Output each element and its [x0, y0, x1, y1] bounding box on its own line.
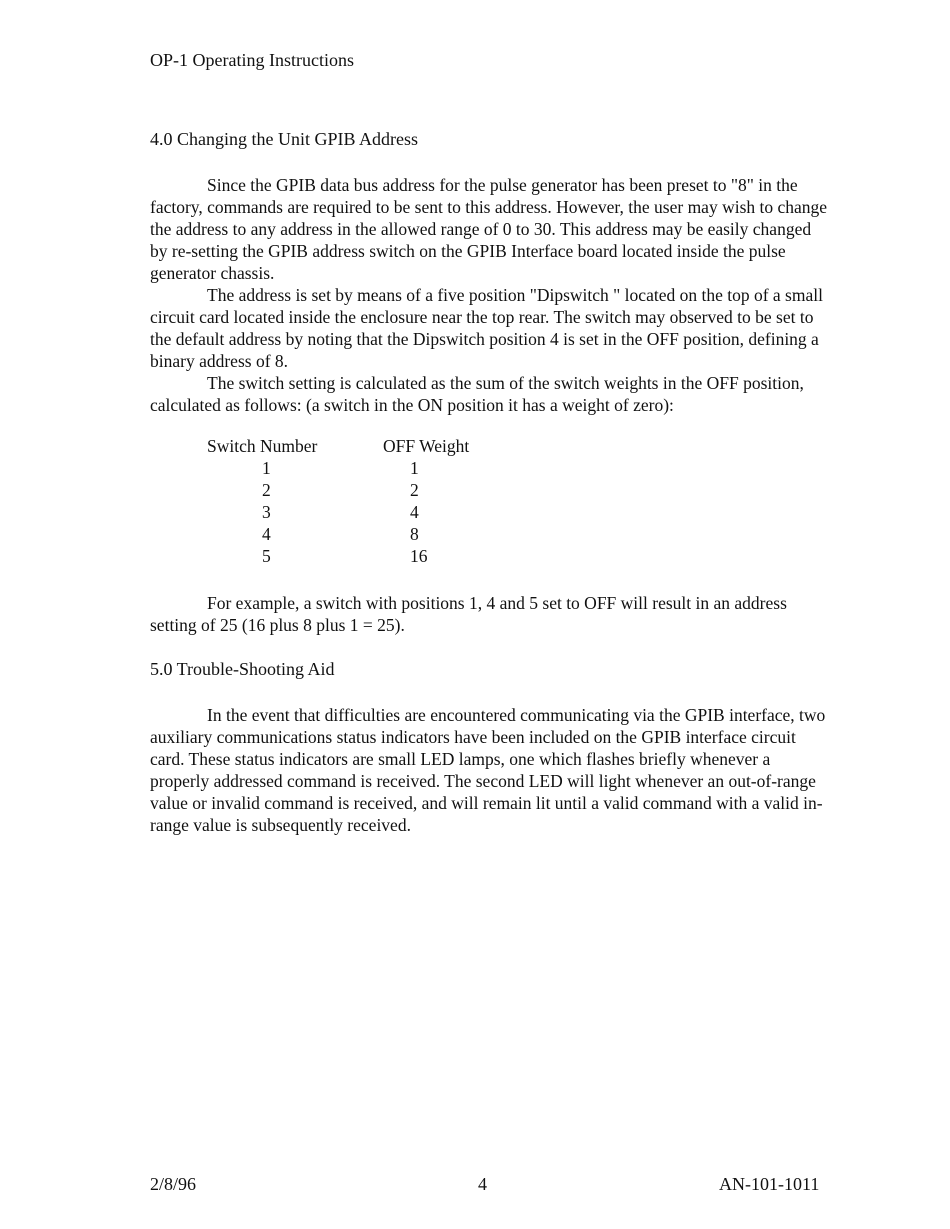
section-5-body: [150, 704, 830, 836]
table-row: [207, 501, 523, 523]
table-header-row: [207, 435, 523, 457]
table-row: [207, 457, 523, 479]
off-weight-cell: 4: [410, 502, 419, 522]
switch-number-cell: 3: [262, 502, 271, 522]
off-weight-cell: 16: [410, 546, 428, 566]
section-4-body: [150, 174, 830, 416]
table-row: [207, 479, 523, 501]
off-weight-cell: 8: [410, 524, 419, 544]
footer-date: 2/8/96: [150, 1174, 197, 1194]
switch-number-cell: 1: [262, 458, 271, 478]
section-4-paragraph: The switch setting is calculated as the sum of the switch weights in the OFF position, calculated as follows: (a switch in the ON position it has a weight of zero):: [150, 373, 804, 415]
column-header-off-weight: OFF Weight: [383, 436, 470, 456]
footer-page-number: 4: [478, 1174, 487, 1194]
switch-number-cell: 5: [262, 546, 271, 566]
section-5-troubleshooting: [150, 658, 830, 836]
example-block: [150, 592, 830, 636]
off-weight-cell: 1: [410, 458, 419, 478]
switch-number-cell: 2: [262, 480, 271, 500]
section-4-gpib-address: [150, 128, 830, 416]
switch-weight-table: [207, 435, 523, 567]
footer-document-number: AN-101-1011: [719, 1174, 820, 1194]
section-5-paragraph: In the event that difficulties are encountered communicating via the GPIB interface, two auxiliary communications status indicators have been included on the GPIB interface circuit card. These status indicators are small LED lamps, one which flashes briefly whenever a properly addressed command is received. The second LED will light whenever an out-of-range value or invalid command is received, and will remain lit until a valid command with a valid in-range value is subsequently received.: [150, 705, 826, 835]
section-4-heading: 4.0 Changing the Unit GPIB Address: [150, 129, 418, 149]
table-row: [207, 523, 523, 545]
section-5-heading: 5.0 Trouble-Shooting Aid: [150, 659, 335, 679]
switch-number-cell: 4: [262, 524, 271, 544]
off-weight-cell: 2: [410, 480, 419, 500]
column-header-switch-number: Switch Number: [207, 436, 318, 456]
section-4-paragraph: Since the GPIB data bus address for the pulse generator has been preset to "8" in the factory, commands are required to be sent to this address. However, the user may wish to change the address to any address in the allowed range of 0 to 30. This address may be easily changed by re-setting the GPIB address switch on the GPIB Interface board located inside the pulse generator chassis.: [150, 175, 828, 283]
table-row: [207, 545, 523, 567]
section-4-paragraph: The address is set by means of a five position "Dipswitch " located on the top of a small circuit card located inside the enclosure near the top rear. The switch may observed to be set to the default address by noting that the Dipswitch position 4 is set in the OFF position, defining a binary address of 8.: [150, 285, 823, 371]
example-paragraph: For example, a switch with positions 1, 4 and 5 set to OFF will result in an address setting of 25 (16 plus 8 plus 1 = 25).: [150, 593, 787, 635]
running-header-title: OP-1 Operating Instructions: [150, 50, 354, 70]
